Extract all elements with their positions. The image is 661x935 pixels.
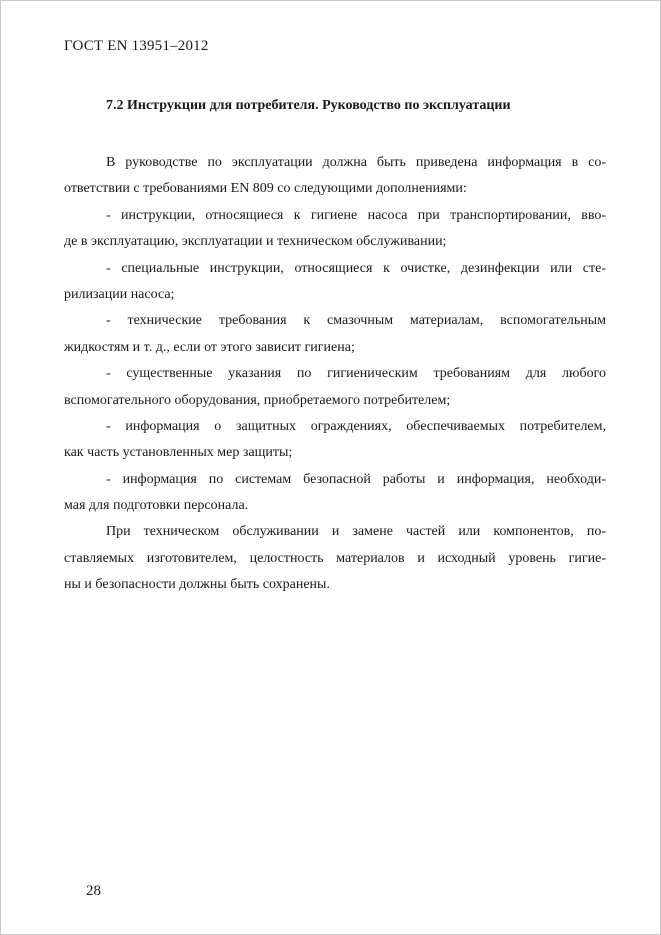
list-item-line: - инструкции, относящиеся к гигиене насоса при транспортировании, вво- [106, 207, 606, 223]
paragraph-line: ны и безопасности должны быть сохранены. [64, 577, 330, 593]
document-header: ГОСТ EN 13951–2012 [64, 38, 209, 54]
paragraph-line: При техническом обслуживании и замене частей или компонентов, по- [106, 524, 606, 540]
paragraph-line: В руководстве по эксплуатации должна быть приведена информация в со- [106, 155, 606, 170]
list-item-line: - существенные указания по гигиеническим требованиям для любого [106, 366, 606, 382]
paragraph-line: ставляемых изготовителем, целостность материалов и исходный уровень гигие- [64, 550, 606, 566]
list-item-line: рилизации насоса; [64, 286, 175, 302]
paragraph-line: ответствии с требованиями EN 809 со следующими дополнениями: [64, 181, 467, 197]
list-item-line: жидкостям и т. д., если от этого зависит гигиена; [64, 339, 355, 355]
page-number: 28 [86, 883, 101, 899]
list-item-line: - информация по системам безопасной работы и информация, необходи- [106, 471, 606, 487]
list-item-line: - информация о защитных ограждениях, обеспечиваемых потребителем, [106, 418, 606, 434]
list-item-line: - специальные инструкции, относящиеся к очистке, дезинфекции или сте- [106, 260, 606, 276]
list-item-line: как часть установленных мер защиты; [64, 445, 293, 461]
list-item-line: вспомогательного оборудования, приобретаемого потребителем; [64, 392, 451, 408]
body-text [64, 150, 606, 599]
list-item-line: мая для подготовки персонала. [64, 498, 249, 514]
section-title: 7.2 Инструкции для потребителя. Руководство по эксплуатации [106, 98, 511, 113]
list-item-line: де в эксплуатацию, эксплуатации и техническом обслуживании; [64, 234, 447, 250]
list-item-line: - технические требования к смазочным материалам, вспомогательным [106, 313, 606, 329]
